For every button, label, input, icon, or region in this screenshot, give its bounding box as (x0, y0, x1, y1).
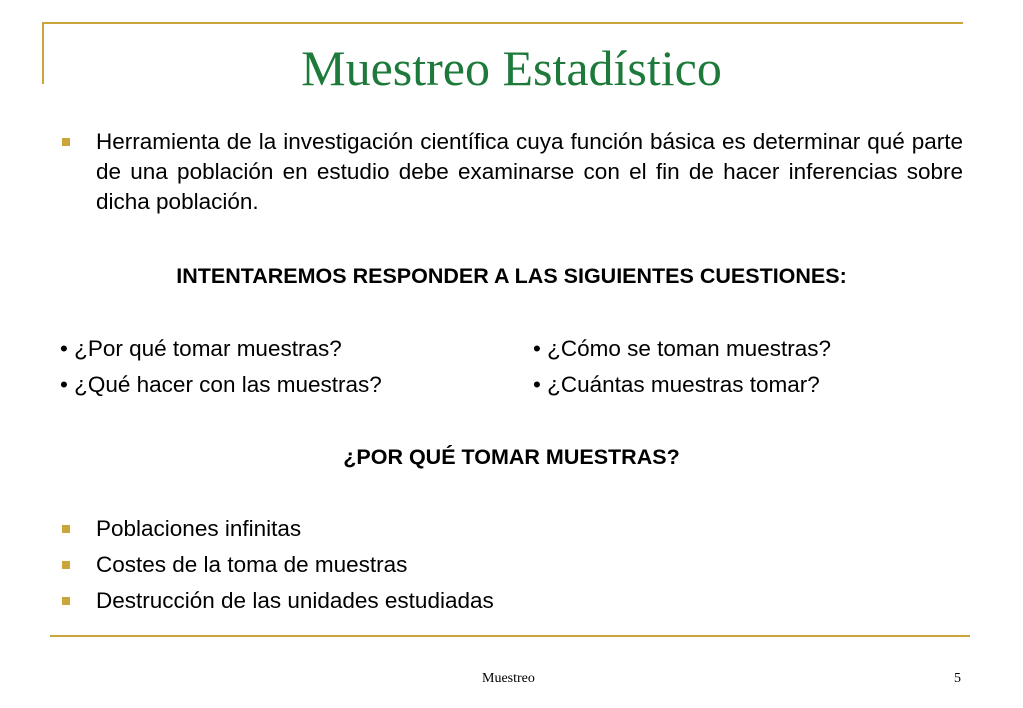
questions-heading: INTENTAREMOS RESPONDER A LAS SIGUIENTES CUESTIONES: (176, 264, 847, 288)
footer-rule (50, 635, 970, 637)
question-item: • ¿Qué hacer con las muestras? (60, 372, 382, 397)
page-number: 5 (954, 671, 961, 686)
question-item: • ¿Cómo se toman muestras? (533, 336, 831, 361)
reason-item (60, 514, 963, 544)
reason-item (60, 550, 963, 580)
reason-item (60, 586, 963, 616)
intro-bullet (60, 127, 963, 217)
reason-text: Poblaciones infinitas (96, 516, 302, 541)
question-item: • ¿Por qué tomar muestras? (60, 336, 342, 361)
intro-bullet-text: Herramienta de la investigación científica cuya función básica es determinar qué parte de una población en estudio debe examinarse con el fin de hacer inferencias sobre dicha población. (96, 129, 963, 214)
footer-label: Muestreo (482, 671, 535, 686)
square-bullet-icon (62, 561, 70, 569)
slide-title: Muestreo Estadístico (301, 40, 722, 96)
reasons-list (60, 514, 963, 616)
square-bullet-icon (62, 138, 70, 146)
square-bullet-icon (62, 525, 70, 533)
frame-top-rule (42, 22, 963, 24)
reason-text: Destrucción de las unidades estudiadas (96, 588, 494, 613)
why-heading: ¿POR QUÉ TOMAR MUESTRAS? (343, 445, 680, 469)
reason-text: Costes de la toma de muestras (96, 552, 408, 577)
intro-bullet-row (60, 127, 963, 217)
square-bullet-icon (62, 597, 70, 605)
question-item: • ¿Cuántas muestras tomar? (533, 372, 820, 397)
